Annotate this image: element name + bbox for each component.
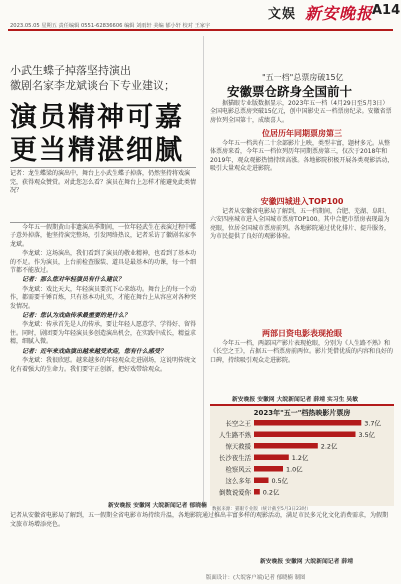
chart-category-label: 倒数说爱你 xyxy=(219,488,251,497)
right-intro xyxy=(210,100,394,126)
page-number: A14 xyxy=(372,3,401,18)
left-paragraph: 李龙斌：这场演出，我们看到了演员的敬业精神，也看到了基本功的不足。作为演员，上台前检查服装、道具是最基本的功课，每一个细节都不能放过。 xyxy=(10,250,197,275)
chart-bar xyxy=(254,443,318,449)
newspaper-logo: 新安晚报 xyxy=(305,4,374,23)
column-divider xyxy=(203,36,204,506)
left-headline-2: 更当精湛细腻 xyxy=(10,135,184,166)
right-paragraph: 今年五一档，两部国产影片表现抢眼，分别为《人生路不熟》和《长空之王》，占据五一档票房前两位。影片凭借优质的内容和良好的口碑，持续吸引观众走进影院。 xyxy=(210,340,394,364)
chart-value-label: 1.0亿 xyxy=(286,465,303,474)
chart-category-label: 这么多年 xyxy=(225,477,251,485)
footer-text: 记者从安徽省电影局了解到，五一假期全省电影市场持续升温，各地影院通过推出丰富多样的观影活动，满足市民多元化文化消费需求，为假期文旅市场增添亮色。 xyxy=(10,512,389,528)
left-paragraph: 李龙斌：我很欣慰。越来越多的年轻观众走进剧场，这说明传统文化有着强大的生命力。我们要守正创新，把好戏带给观众。 xyxy=(10,357,197,373)
box-office-chart xyxy=(210,404,394,506)
right-kicker: "五一档"总票房破15亿 xyxy=(262,73,344,82)
masthead-rule xyxy=(8,29,393,31)
right-subhead-2: 安徽四城进入TOP100 xyxy=(260,197,344,206)
chart-bar xyxy=(254,420,361,426)
left-question: 记者：近年来戏曲演出越来越受欢迎，您有什么感受？ xyxy=(22,347,167,355)
chart-category-label: 长空之王 xyxy=(225,419,251,428)
right-subhead-3: 两部日资电影表现抢眼 xyxy=(262,329,342,338)
chart-title: 2023年"五一"档热映影片票房 xyxy=(253,409,351,417)
left-byline: 新安晚报 安徽网 大皖新闻记者 郁晓楠 xyxy=(108,503,207,509)
chart-value-label: 3.5亿 xyxy=(358,431,376,439)
left-paragraph: 李龙斌：戏比天大，年轻演员要沉下心来练功。舞台上的每一个动作，都需要千锤百炼，只有基本功扎实，才能在舞台上从容应对各种突发情况。 xyxy=(10,285,197,310)
chart-category-label: 人生路不熟 xyxy=(219,431,251,439)
chart-bar xyxy=(254,432,356,438)
chart-value-label: 3.7亿 xyxy=(364,419,381,428)
right-paragraph: 记者从安徽省电影局了解到，五一档期间，合肥、芜湖、阜阳、六安四座城市进入全国城市票房TOP100。其中合肥市票房表现最为亮眼，位居全国城市票房前列。各地影院通过优化排片、提升服务，为市民提供了良好的观影体验。 xyxy=(210,208,391,240)
left-paragraph: 今年五一假期黄山非遗演出季期间，一位年轻武生在表演过程中蝶子意外掉落，他坚持演完整场，引发网络热议，记者采访了徽剧名家李龙斌。 xyxy=(10,224,197,248)
masthead xyxy=(0,0,401,32)
left-paragraph: 李龙斌：传承首先是人的传承，要让年轻人愿意学、学得好、留得住。同时，剧团要为年轻演员多创造演出机会，在实践中成长，精益求精，细腻入微。 xyxy=(10,321,197,346)
right-section-3 xyxy=(210,340,394,366)
chart-plot xyxy=(210,418,394,504)
chart-value-label: 0.2亿 xyxy=(262,488,280,497)
chart-value-label: 0.5亿 xyxy=(271,477,289,485)
right-subhead-1: 位居历年同期票房第三 xyxy=(262,129,342,138)
chart-category-label: 长沙夜生活 xyxy=(219,454,251,462)
chart-category-label: 惊天救援 xyxy=(225,442,251,451)
chart-bar xyxy=(254,489,260,495)
chart-value-label: 1.2亿 xyxy=(291,454,309,462)
left-headline-1: 演员精神可嘉 xyxy=(10,102,184,133)
deck-text: 记者：龙生蝶梁的演出中，舞台上小武生蝶子掉落，仍然坚持将戏演完，获得观众赞赏。对此您怎么看？演员在舞台上怎样才能避免此类情况？ xyxy=(10,170,197,194)
chart-value-label: 2.2亿 xyxy=(320,442,338,451)
chart-source: 数据来源：猫眼专业版（统计截至5月3日23时） xyxy=(212,507,311,512)
right-section-1 xyxy=(210,140,394,174)
right-section-2 xyxy=(210,208,394,242)
left-kicker-2: 徽剧名家李龙斌谈台下专业建议； xyxy=(10,79,175,92)
right-paragraph: 今年五一档共有二十余部影片上映，类型丰富，题材多元。从整体票房来看，今年五一档位列历年同期票房第三，仅次于2018年和2019年，观众观影热情持续高涨。各地影院积极开展各类观影活动，吸引大量观众走进影院。 xyxy=(210,140,394,172)
layout-credit: 版面设计：(大皖客户端)记者 郁晓楠 制图 xyxy=(206,575,306,581)
chart-bar xyxy=(254,466,283,472)
right-title: 安徽票仓跻身全国前十 xyxy=(227,84,353,99)
right-paragraph: 据猫眼专业版数据显示，2023年五一档（4月29日至5月3日）全国电影总票房突破15亿元，创中国影史五一档票房纪录。安徽省票房位列全国第十，成绩喜人。 xyxy=(210,100,392,124)
left-question: 记者：您认为戏曲传承最重要的是什么？ xyxy=(22,312,131,320)
chart-bar xyxy=(254,455,289,461)
right-byline: 新安晚报 安徽网 大皖新闻记者 薛靖 实习生 吴敏 xyxy=(232,397,359,403)
left-kicker: 小武生蝶子掉落坚持演出 xyxy=(10,64,131,77)
left-body xyxy=(10,224,198,375)
footer-byline: 新安晚报 安徽网 大皖新闻记者 薛靖 xyxy=(260,559,354,565)
chart-bar xyxy=(254,478,269,484)
left-question: 记者：那么您对年轻演员有什么建议？ xyxy=(22,276,125,284)
edition-info: 2023.05.05 星期五 责任编辑 0551-62836606 编辑 刘雨轩 美编 郁小轩 校对 王家宇 xyxy=(10,23,211,29)
chart-category-label: 检察风云 xyxy=(225,465,251,474)
left-deck xyxy=(10,167,196,223)
section-name: 文娱 xyxy=(268,7,297,22)
